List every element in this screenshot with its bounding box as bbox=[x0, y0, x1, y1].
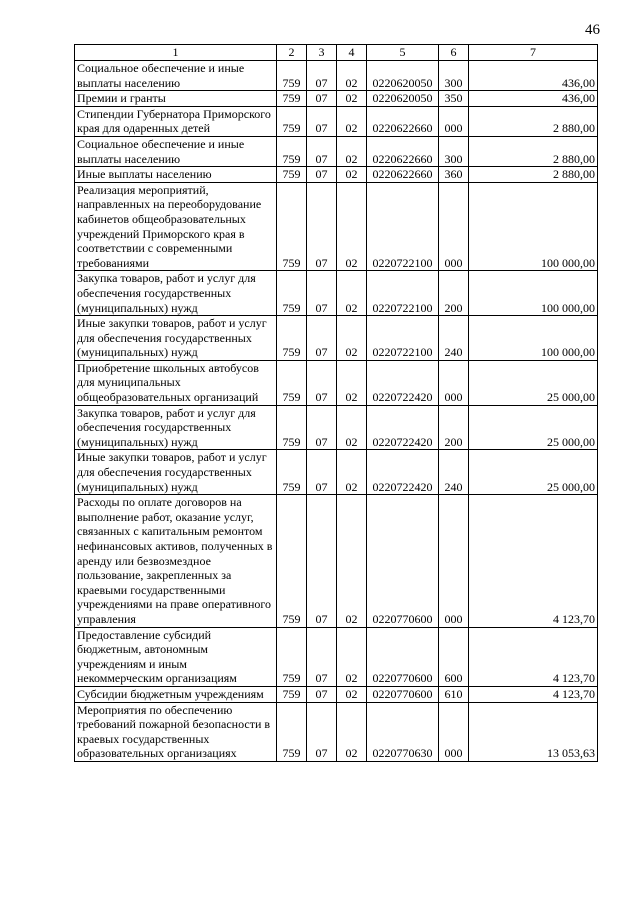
amount: 25 000,00 bbox=[469, 360, 598, 405]
section-code: 07 bbox=[307, 167, 337, 183]
target-article-code: 0220622660 bbox=[367, 106, 439, 136]
ministry-code: 759 bbox=[277, 167, 307, 183]
subsection-code: 02 bbox=[337, 61, 367, 91]
target-article-code: 0220770600 bbox=[367, 495, 439, 627]
amount: 100 000,00 bbox=[469, 182, 598, 271]
budget-table bbox=[74, 44, 598, 762]
row-name: Закупка товаров, работ и услуг для обеспечения государственных (муниципальных) нужд bbox=[75, 405, 277, 450]
amount: 4 123,70 bbox=[469, 495, 598, 627]
section-code: 07 bbox=[307, 405, 337, 450]
row-name: Предоставление субсидий бюджетным, автономным учреждениям и иным некоммерческим организациям bbox=[75, 627, 277, 686]
section-code: 07 bbox=[307, 136, 337, 166]
ministry-code: 759 bbox=[277, 271, 307, 316]
page-number: 46 bbox=[585, 22, 600, 38]
column-header: 6 bbox=[439, 45, 469, 61]
table-row bbox=[75, 106, 598, 136]
column-header: 5 bbox=[367, 45, 439, 61]
target-article-code: 0220722420 bbox=[367, 405, 439, 450]
table-row bbox=[75, 167, 598, 183]
row-name: Реализация мероприятий, направленных на переоборудование кабинетов общеобразовательных учреждений Приморского края в соответствии с современными требованиями bbox=[75, 182, 277, 271]
amount: 2 880,00 bbox=[469, 167, 598, 183]
target-article-code: 0220722420 bbox=[367, 450, 439, 495]
amount: 436,00 bbox=[469, 61, 598, 91]
table-row bbox=[75, 702, 598, 761]
section-code: 07 bbox=[307, 450, 337, 495]
row-name: Иные закупки товаров, работ и услуг для обеспечения государственных (муниципальных) нужд bbox=[75, 316, 277, 361]
amount: 2 880,00 bbox=[469, 136, 598, 166]
row-name: Закупка товаров, работ и услуг для обеспечения государственных (муниципальных) нужд bbox=[75, 271, 277, 316]
subsection-code: 02 bbox=[337, 686, 367, 702]
ministry-code: 759 bbox=[277, 136, 307, 166]
target-article-code: 0220722100 bbox=[367, 182, 439, 271]
ministry-code: 759 bbox=[277, 106, 307, 136]
ministry-code: 759 bbox=[277, 450, 307, 495]
ministry-code: 759 bbox=[277, 495, 307, 627]
table-row bbox=[75, 136, 598, 166]
column-header: 2 bbox=[277, 45, 307, 61]
target-article-code: 0220770600 bbox=[367, 686, 439, 702]
subsection-code: 02 bbox=[337, 405, 367, 450]
row-name: Социальное обеспечение и иные выплаты населению bbox=[75, 61, 277, 91]
table-row bbox=[75, 405, 598, 450]
row-name: Субсидии бюджетным учреждениям bbox=[75, 686, 277, 702]
expense-type-code: 300 bbox=[439, 61, 469, 91]
expense-type-code: 610 bbox=[439, 686, 469, 702]
ministry-code: 759 bbox=[277, 61, 307, 91]
row-name: Расходы по оплате договоров на выполнение работ, оказание услуг, связанных с капитальным ремонтом нефинансовых активов, полученных в аренду или безвозмездное пользование, закрепленных за краевыми государственными учреждениями на праве оперативного управления bbox=[75, 495, 277, 627]
row-name: Приобретение школьных автобусов для муниципальных общеобразовательных организаций bbox=[75, 360, 277, 405]
target-article-code: 0220620050 bbox=[367, 91, 439, 107]
expense-type-code: 300 bbox=[439, 136, 469, 166]
amount: 25 000,00 bbox=[469, 405, 598, 450]
table-row bbox=[75, 495, 598, 627]
expense-type-code: 000 bbox=[439, 106, 469, 136]
section-code: 07 bbox=[307, 61, 337, 91]
column-header: 4 bbox=[337, 45, 367, 61]
subsection-code: 02 bbox=[337, 495, 367, 627]
table-row bbox=[75, 360, 598, 405]
section-code: 07 bbox=[307, 627, 337, 686]
expense-type-code: 360 bbox=[439, 167, 469, 183]
row-name: Иные закупки товаров, работ и услуг для обеспечения государственных (муниципальных) нужд bbox=[75, 450, 277, 495]
subsection-code: 02 bbox=[337, 271, 367, 316]
ministry-code: 759 bbox=[277, 686, 307, 702]
table-row bbox=[75, 271, 598, 316]
expense-type-code: 200 bbox=[439, 405, 469, 450]
ministry-code: 759 bbox=[277, 316, 307, 361]
ministry-code: 759 bbox=[277, 91, 307, 107]
section-code: 07 bbox=[307, 182, 337, 271]
row-name: Иные выплаты населению bbox=[75, 167, 277, 183]
expense-type-code: 000 bbox=[439, 702, 469, 761]
section-code: 07 bbox=[307, 91, 337, 107]
amount: 4 123,70 bbox=[469, 627, 598, 686]
target-article-code: 0220722100 bbox=[367, 316, 439, 361]
target-article-code: 0220770600 bbox=[367, 627, 439, 686]
row-name: Мероприятия по обеспечению требований пожарной безопасности в краевых государственных образовательных организациях bbox=[75, 702, 277, 761]
section-code: 07 bbox=[307, 495, 337, 627]
expense-type-code: 600 bbox=[439, 627, 469, 686]
subsection-code: 02 bbox=[337, 627, 367, 686]
amount: 13 053,63 bbox=[469, 702, 598, 761]
column-header: 1 bbox=[75, 45, 277, 61]
section-code: 07 bbox=[307, 316, 337, 361]
section-code: 07 bbox=[307, 686, 337, 702]
target-article-code: 0220620050 bbox=[367, 61, 439, 91]
subsection-code: 02 bbox=[337, 136, 367, 166]
expense-type-code: 000 bbox=[439, 182, 469, 271]
table-body bbox=[75, 61, 598, 762]
amount: 436,00 bbox=[469, 91, 598, 107]
expense-type-code: 200 bbox=[439, 271, 469, 316]
table-row bbox=[75, 61, 598, 91]
subsection-code: 02 bbox=[337, 316, 367, 361]
row-name: Социальное обеспечение и иные выплаты населению bbox=[75, 136, 277, 166]
ministry-code: 759 bbox=[277, 360, 307, 405]
column-header: 7 bbox=[469, 45, 598, 61]
table-row bbox=[75, 182, 598, 271]
target-article-code: 0220770630 bbox=[367, 702, 439, 761]
subsection-code: 02 bbox=[337, 702, 367, 761]
expense-type-code: 000 bbox=[439, 495, 469, 627]
table-row bbox=[75, 316, 598, 361]
column-header: 3 bbox=[307, 45, 337, 61]
table-row bbox=[75, 450, 598, 495]
ministry-code: 759 bbox=[277, 702, 307, 761]
expense-type-code: 350 bbox=[439, 91, 469, 107]
subsection-code: 02 bbox=[337, 450, 367, 495]
amount: 100 000,00 bbox=[469, 316, 598, 361]
row-name: Стипендии Губернатора Приморского края для одаренных детей bbox=[75, 106, 277, 136]
expense-type-code: 240 bbox=[439, 316, 469, 361]
section-code: 07 bbox=[307, 106, 337, 136]
expense-type-code: 000 bbox=[439, 360, 469, 405]
table-row bbox=[75, 91, 598, 107]
target-article-code: 0220722420 bbox=[367, 360, 439, 405]
section-code: 07 bbox=[307, 271, 337, 316]
subsection-code: 02 bbox=[337, 167, 367, 183]
subsection-code: 02 bbox=[337, 91, 367, 107]
amount: 4 123,70 bbox=[469, 686, 598, 702]
section-code: 07 bbox=[307, 702, 337, 761]
amount: 2 880,00 bbox=[469, 106, 598, 136]
expense-type-code: 240 bbox=[439, 450, 469, 495]
subsection-code: 02 bbox=[337, 106, 367, 136]
subsection-code: 02 bbox=[337, 182, 367, 271]
amount: 25 000,00 bbox=[469, 450, 598, 495]
target-article-code: 0220722100 bbox=[367, 271, 439, 316]
amount: 100 000,00 bbox=[469, 271, 598, 316]
target-article-code: 0220622660 bbox=[367, 136, 439, 166]
row-name: Премии и гранты bbox=[75, 91, 277, 107]
ministry-code: 759 bbox=[277, 405, 307, 450]
section-code: 07 bbox=[307, 360, 337, 405]
table-row bbox=[75, 686, 598, 702]
target-article-code: 0220622660 bbox=[367, 167, 439, 183]
ministry-code: 759 bbox=[277, 182, 307, 271]
table-row bbox=[75, 627, 598, 686]
ministry-code: 759 bbox=[277, 627, 307, 686]
table-header-row bbox=[75, 45, 598, 61]
subsection-code: 02 bbox=[337, 360, 367, 405]
